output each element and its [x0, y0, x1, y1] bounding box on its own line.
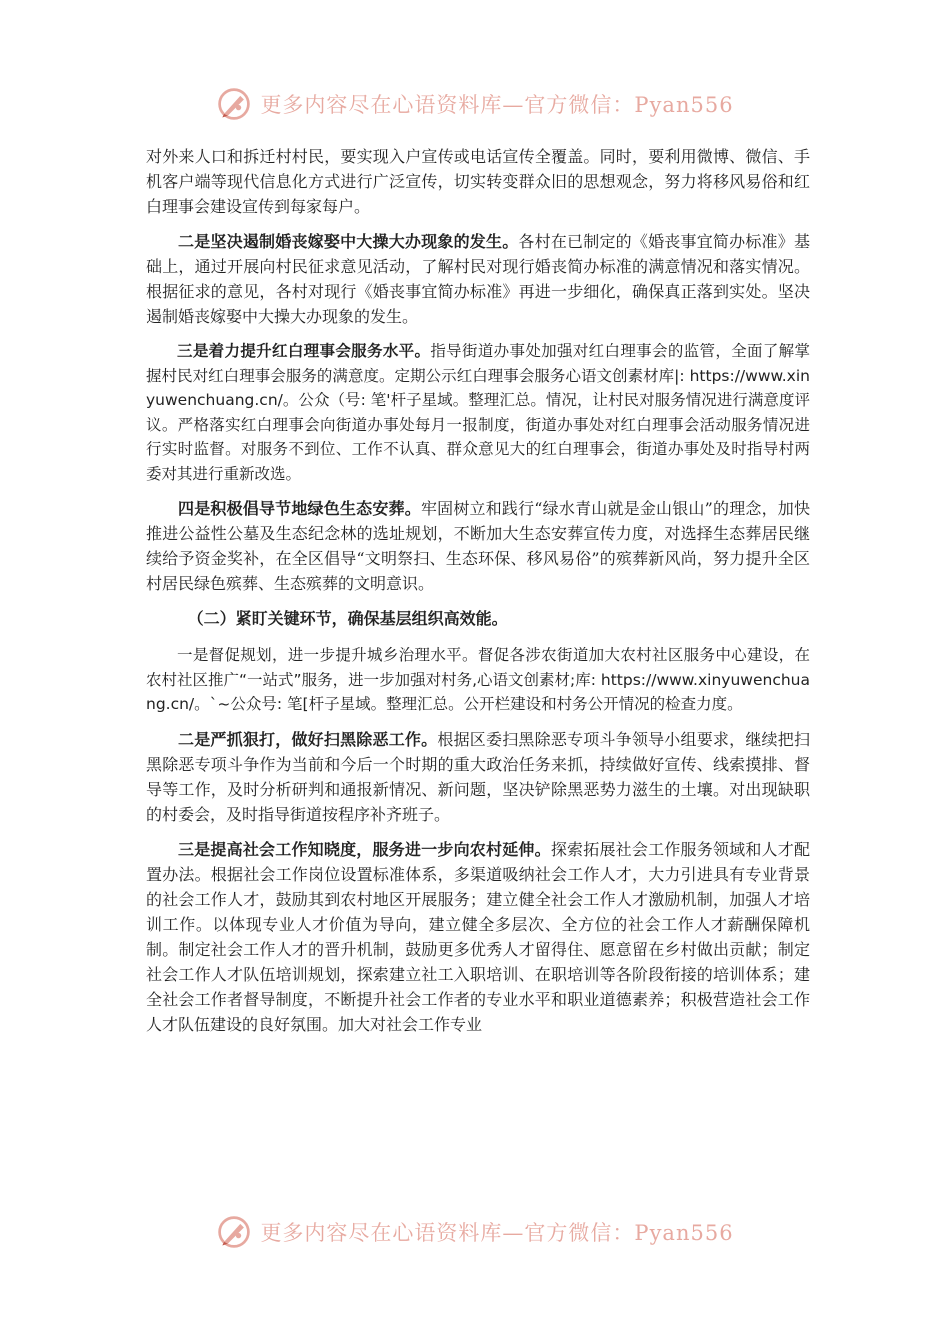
section-heading: （二）紧盯关键环节，确保基层组织高效能。 [187, 609, 508, 628]
paragraph-body: 牢固树立和践行“绿水青山就是金山银山”的理念，加快推进公益性公墓及生态纪念林的选址规划，不断加大生态安葬宣传力度，对选择生态葬居民继续给予资金奖补，在全区倡导“文明祭扫、生态环保、移风易俗”的殡葬新风尚，努力提升全区村居民绿色殡葬、生态殡葬的文明意识。 [146, 499, 810, 593]
header-banner-text: 更多内容尽在心语资料库—官方微信：Pyan556 [260, 93, 734, 117]
document-body [146, 144, 810, 1047]
paragraph-item-4 [146, 496, 810, 596]
paragraph-lead: 四是积极倡导节地绿色生态安葬。 [178, 499, 421, 518]
paragraph-lead: 二是坚决遏制婚丧嫁娶中大操大办现象的发生。 [178, 232, 519, 251]
paragraph-item-7 [146, 837, 810, 1037]
paragraph-item-2 [146, 229, 810, 329]
paragraph-body: 探索拓展社会工作服务领域和人才配置办法。根据社会工作岗位设置标准体系，多渠道吸纳社会工作人才，大力引进具有专业背景的社会工作人才，鼓励其到农村地区开展服务；建立健全社会工作人才激励机制，加强人才培训工作。以体现专业人才价值为导向，建立健全多层次、全方位的社会工作人才薪酬保障机制。制定社会工作人才的晋升机制，鼓励更多优秀人才留得住、愿意留在乡村做出贡献；制定社会工作人才队伍培训规划，探索建立社工入职培训、在职培训等各阶段衔接的培训体系；建全社会工作者督导制度，不断提升社会工作者的专业水平和职业道德素养；积极营造社会工作人才队伍建设的良好氛围。加大对社会工作专业 [146, 839, 810, 1034]
paragraph-body: 进一步提升城乡治理水平。督促各涉农街道加大农村社区服务中心建设，在农村社区推广“一站式”服务，进一步加强对村务,心语文创素材;库: https://www.xinyuwenchuang.cn/。`~公众号: 笔[杆子星域。整理汇总。公开栏建设和村务公开情况的检查力度。 [146, 646, 810, 713]
paragraph-lead: 三是着力提升红白理事会服务水平。 [177, 342, 431, 360]
paragraph-lead: 一是督促规划， [177, 646, 288, 664]
paragraph-lead: 二是严抓狠打，做好扫黑除恶工作。 [178, 729, 438, 749]
paragraph-body: 指导街道办事处加强对红白理事会的监管，全面了解掌握村民对红白理事会服务的满意度。定期公示红白理事会服务心语文创素材库|: https://www.xinyuwenchuang.cn/。公众（号: 笔'杆子星域。整理汇总。情况，让村民对服务情况进行满意度评议。严格落实红白理事会向街道办事处每月一报制度，街道办事处对红白理事会活动服务情况进行实时监督。对服务不到位、工作不认真、群众意见大的红白理事会，街道办事处及时指导村两委对其进行重新改选。 [146, 342, 810, 483]
paragraph-item-6 [146, 727, 810, 827]
paragraph-lead: 三是提高社会工作知晓度，服务进一步向农村延伸。 [178, 839, 551, 859]
pen-icon [216, 86, 252, 122]
footer-banner-text: 更多内容尽在心语资料库—官方微信：Pyan556 [260, 1221, 734, 1245]
paragraph-body: 根据区委扫黑除恶专项斗争领导小组要求，继续把扫黑除恶专项斗争作为当前和今后一个时期的重大政治任务来抓，持续做好宣传、线索摸排、督导等工作，及时分析研判和通报新情况、新问题，坚决铲除黑恶势力滋生的土壤。对出现缺职的村委会，及时指导街道按程序补齐班子。 [146, 729, 810, 824]
header-banner [0, 84, 950, 124]
paragraph-item-3 [146, 339, 810, 486]
paragraph-item-5 [146, 643, 810, 717]
paragraph-body: 各村在已制定的《婚丧事宜简办标准》基础上，通过开展向村民征求意见活动，了解村民对现行婚丧简办标准的满意情况和落实情况。根据征求的意见，各村对现行《婚丧事宜简办标准》再进一步细化，确保真正落到实处。坚决遏制婚丧嫁娶中大操大办现象的发生。 [146, 232, 810, 326]
footer-banner [0, 1212, 950, 1252]
paragraph-continuation: 对外来人口和拆迁村村民，要实现入户宣传或电话宣传全覆盖。同时，要利用微博、微信、手机客户端等现代信息化方式进行广泛宣传，切实转变群众旧的思想观念，努力将移风易俗和红白理事会建设宣传到每家每户。 [146, 147, 810, 216]
pen-icon [216, 1214, 252, 1250]
